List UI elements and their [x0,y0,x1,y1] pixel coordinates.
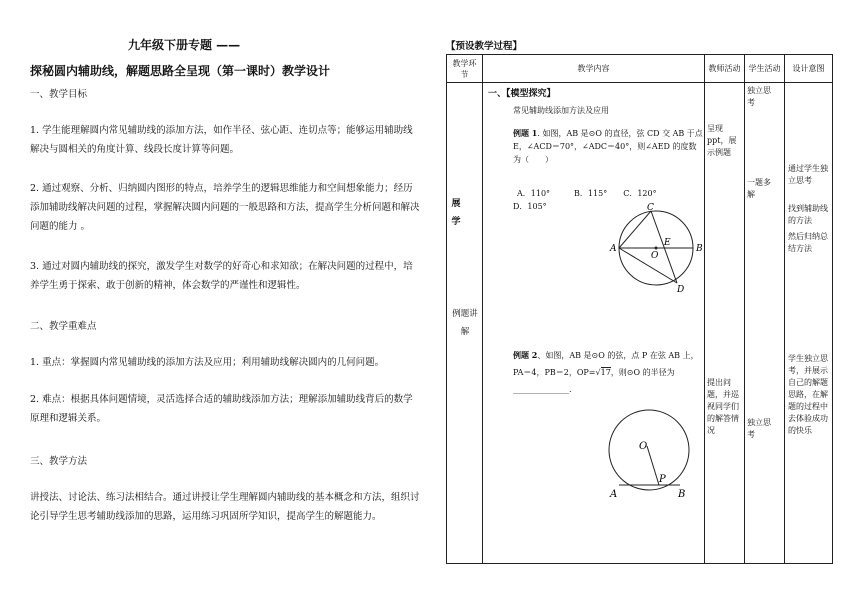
example-1-options: A．110° B．115° C．120° [517,189,657,198]
label-p: P [659,474,666,485]
segment-ad [619,248,677,283]
module-subtitle: 常见辅助线添加方法及应用 [513,106,609,115]
table-header-row [447,55,833,83]
design-intent-2: 找到辅助线的方法 [788,204,828,225]
methods-paragraph: 讲授法、讨论法、练习法相结合。通过讲授让学生理解圆内辅助线的基本概念和方法，组织讨论引导学生思考辅助线添加的思路，运用练习巩固所学知识，提高学生的解题能力。 [30,492,420,522]
module-title: 一、【模型探究】 [488,89,556,99]
table-row [447,83,833,564]
design-intent-4: 学生独立思考，并展示自己的解题思路，在解题的过程中去体验成功的快乐 [788,354,828,435]
doc-title-line1: 九年级下册专题 —— [128,38,241,52]
design-intent-3: 然后归纳总结方法 [788,232,828,253]
objective-3: 3. 通过对圆内辅助线的探究，激发学生对数学的好奇心和求知欲；在解决问题的过程中，培养学生勇于探索、敢于创新的精神，体会数学的严谨性和逻辑性。 [30,261,413,291]
example-2-body-a: 、如图，AB 是⊙O 的弦，点 P 在弦 AB 上，PA＝4，PB＝2，OP= [513,351,699,377]
objective-2: 2. 通过观察、分析、归纳圆内图形的特点，培养学生的逻辑思维能力和空间想象能力；经历添加辅助线解决问题的过程，掌握解决圆内问题的一般思路和方法，提高学生分析问题和解决问题的能力 。 [30,183,420,232]
header-stage: 教学环节 [447,55,483,83]
teacher-activity-cell [705,83,745,564]
label-o: O [651,251,659,261]
sqrt-value: 17 [600,368,611,377]
key-point-1: 1. 重点：掌握圆内常见辅助线的添加方法及应用；利用辅助线解决圆内的几何问题。 [30,357,385,368]
section-heading-key-points: 二、教学重难点 [30,321,97,332]
example-1-body: . 如图，AB 是⊙O 的直径，弦 CD 交 AB 于点 E，∠ACD＝70°，∠ADC＝40°，则∠AED 的度数为（ ） [513,129,703,164]
header-design: 设计意图 [785,55,833,83]
teacher-activity-2: 提出问题，并巡视同学们的解答情况 [707,378,739,435]
label-b: B [696,244,703,254]
label-a: A [610,244,617,254]
teaching-process-label: 【预设教学过程】 [446,41,523,52]
section-heading-methods: 三、教学方法 [30,456,88,467]
circle-o-2 [609,410,689,490]
student-activity-cell [745,83,785,564]
example-2-body-b: ，则⊙O 的半径为______________. [513,368,675,394]
design-intent-1: 通过学生独立思考 [788,164,828,185]
stage-cell [447,83,483,564]
student-activity-2: 一题多解 [747,178,771,199]
label-b-2: B [678,489,686,500]
center-point [655,247,658,250]
teaching-process-table [446,54,833,564]
header-student: 学生活动 [745,55,785,83]
student-activity-3: 独立思考 [747,418,771,439]
student-activity-1: 独立思考 [747,86,771,107]
example-1-figure [609,203,704,293]
objective-1: 1. 学生能理解圆内常见辅助线的添加方法，如作半径、弦心距、连切点等；能够运用辅助线解决与圆相关的角度计算、线段长度计算等问题。 [30,125,413,155]
header-content: 教学内容 [483,55,705,83]
label-c: C [647,203,654,213]
example-1-text [513,127,703,166]
segment-op [647,446,659,485]
example-2-text [513,347,703,398]
example-2-label: 例题 2 [513,350,538,360]
stage-sub-label: 例题讲解 [452,309,478,337]
design-intent-cell [785,83,833,564]
example-2-figure [601,408,701,500]
stage-main-label: 展学 [451,199,461,227]
doc-title-line2: 探秘圆内辅助线，解题思路全呈现（第一课时）教学设计 [30,64,331,78]
label-d: D [677,285,685,293]
label-o-2: O [639,441,648,452]
header-teacher: 教师活动 [705,55,745,83]
label-a-2: A [610,489,618,500]
label-e: E [664,238,671,248]
content-cell [483,83,705,564]
example-1-option-d: D．105° [513,202,547,211]
sqrt-symbol: √ [595,368,601,377]
example-1-label: 例题 1 [513,128,538,138]
teacher-activity-1: 呈现ppt，展示例题 [707,124,737,157]
key-point-2: 2. 难点：根据具体问题情境，灵活选择合适的辅助线添加方法；理解添加辅助线背后的数学原理和逻辑关系。 [30,394,413,424]
section-heading-objectives: 一、教学目标 [30,89,88,100]
